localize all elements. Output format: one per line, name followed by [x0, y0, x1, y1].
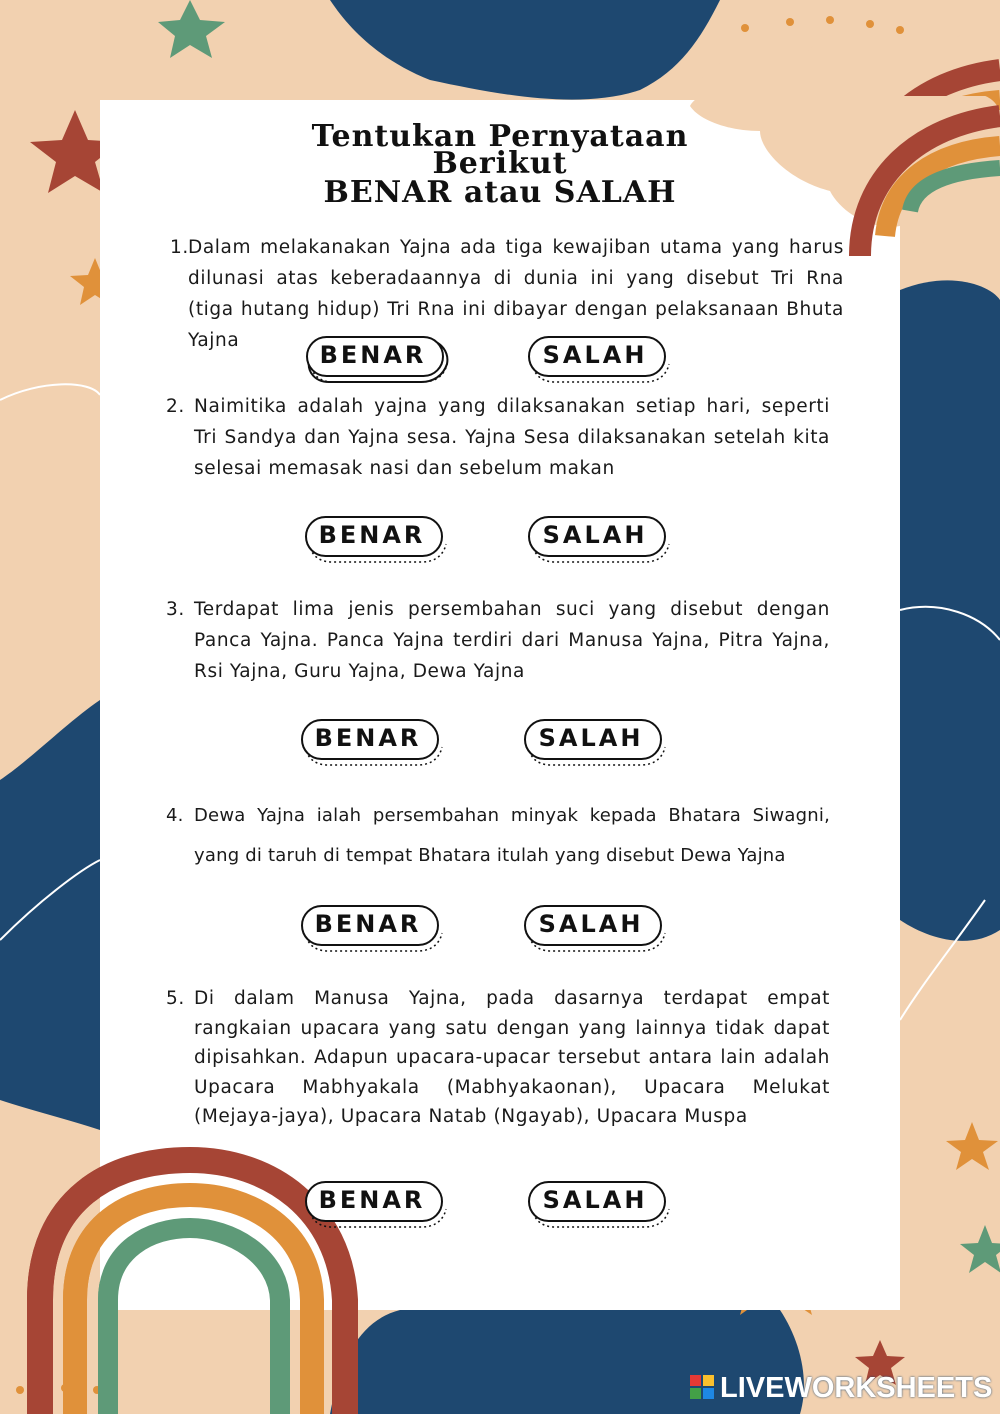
false-label: SALAH [542, 521, 648, 549]
question-text: Terdapat lima jenis persembahan suci yang disebut dengan Panca Yajna. Panca Yajna terdiri dari Manusa Yajna, Pitra Yajna, Rsi Yajna, Guru Yajna, Dewa Yajna [194, 599, 830, 682]
q5-true-button[interactable] [302, 1179, 450, 1231]
false-label: SALAH [538, 910, 644, 938]
liveworksheets-logo[interactable] [690, 1372, 992, 1406]
title-line-1: Tentukan Pernyataan [311, 119, 689, 154]
false-label: SALAH [542, 1186, 648, 1214]
question-2 [166, 391, 830, 484]
q5-false-button[interactable] [525, 1179, 673, 1231]
q2-true-button[interactable] [302, 514, 450, 566]
question-number: 5. [166, 988, 185, 1009]
liveworksheets-icon [690, 1374, 714, 1398]
question-number: 3. [166, 599, 185, 620]
false-label: SALAH [538, 724, 644, 752]
true-label: BENAR [318, 1186, 426, 1214]
question-4 [166, 796, 830, 876]
question-1 [170, 232, 844, 356]
worksheet-title [230, 119, 770, 210]
title-line-2: Berikut [432, 146, 568, 181]
true-label: BENAR [314, 724, 422, 752]
q3-false-button[interactable] [521, 717, 669, 769]
question-number: 1. [170, 237, 189, 258]
q1-true-button[interactable] [303, 334, 451, 386]
question-text: Dewa Yajna ialah persembahan minyak kepada Bhatara Siwagni, yang di taruh di tempat Bhatara itulah yang disebut Dewa Yajna [194, 805, 830, 866]
question-3 [166, 594, 830, 687]
navy-blob-top [330, 0, 720, 100]
question-text: Di dalam Manusa Yajna, pada dasarnya terdapat empat rangkaian upacara yang satu dengan yang lainnya tidak dapat dipisahkan. Adapun upacara-upacar tersebut antara lain adalah Upacara Mabhyakala (Mabhyakaonan), Upacara Melukat (Mejaya-jaya), Upacara Natab (Ngayab), Upacara Muspa [194, 988, 830, 1127]
true-label: BENAR [319, 341, 427, 369]
q4-true-button[interactable] [298, 903, 446, 955]
question-text: Naimitika adalah yajna yang dilaksanakan setiap hari, seperti Tri Sandya dan Yajna sesa. Yajna Sesa dilaksanakan setelah kita selesai memasak nasi dan sebelum makan [194, 396, 830, 479]
true-label: BENAR [314, 910, 422, 938]
question-text: Dalam melakanakan Yajna ada tiga kewajiban utama yang harus dilunasi atas keberadaannya di dunia ini yang disebut Tri Rna (tiga hutang hidup) Tri Rna ini dibayar dengan pelaksanaan Bhuta Yajna [188, 237, 844, 351]
title-line-3: BENAR atau SALAH [323, 175, 677, 210]
q3-true-button[interactable] [298, 717, 446, 769]
q2-false-button[interactable] [525, 514, 673, 566]
false-label: SALAH [542, 341, 648, 369]
question-number: 2. [166, 396, 185, 417]
brand-text: LIVEWORKSHEETS [720, 1372, 993, 1404]
squiggle-left [0, 384, 100, 400]
q1-false-button[interactable] [525, 334, 673, 386]
navy-blob-left [0, 700, 100, 1130]
question-5 [166, 984, 830, 1132]
q4-false-button[interactable] [521, 903, 669, 955]
true-label: BENAR [318, 521, 426, 549]
question-number: 4. [166, 805, 184, 826]
